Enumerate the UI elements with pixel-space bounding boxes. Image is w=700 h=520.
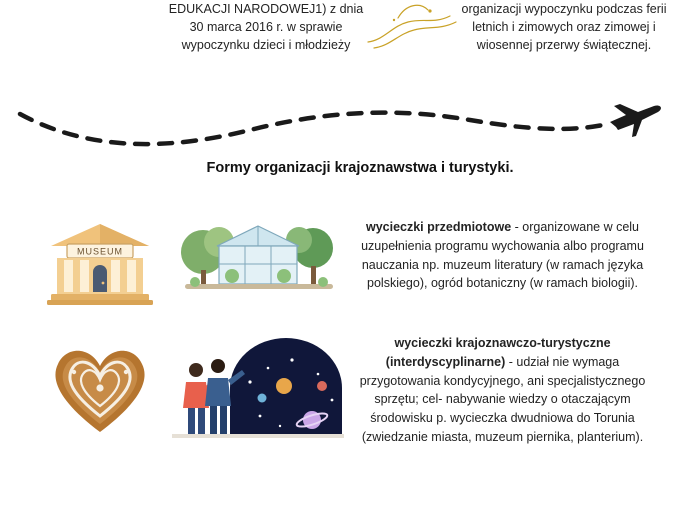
airplane-icon: [610, 104, 661, 137]
top-right-paragraph: organizacji wypoczynku podczas ferii letnich i zimowych oraz zimowej i wiosennej przerwy świątecznej.: [461, 2, 667, 53]
top-left-paragraph: EDUKACJI NARODOWEJ1) z dnia 30 marca 2016 r. w sprawie wypoczynku dzieci i młodzieży: [168, 2, 364, 53]
item-1-text: [345, 214, 682, 293]
item-2-lead: wycieczki krajoznawczo-turystyczne (interdyscyplinarne): [385, 336, 611, 369]
content-row-wycieczki-przedmiotowe: [0, 214, 700, 306]
dashed-flight-path: [20, 113, 608, 144]
gingerbread-heart-illustration: [30, 330, 170, 440]
item-1-lead: wycieczki przedmiotowe: [365, 220, 512, 234]
item-2-text: [345, 330, 682, 447]
swirl-line-decoration: [370, 0, 460, 92]
page-title: Formy organizacji krajoznawstwa i turystyki.: [206, 160, 514, 176]
museum-illustration: [30, 214, 170, 306]
planetarium-illustration: [170, 330, 345, 442]
greenhouse-illustration: [170, 214, 345, 306]
content-row-krajoznawczo-turystyczne: [0, 330, 700, 447]
flight-path-decoration: [0, 92, 700, 154]
item-1-body: - organizowane w celu uzupełnienia programu wychowania albo programu nauczania np. muzeum literatury (w ramach języka polskiego), ogród botaniczny (w ramach biologii).: [361, 220, 644, 291]
item-2-body: - udział nie wymaga przygotowania kondycyjnego, ani specjalistycznego sprzętu; cel- nabywanie wiedzy o otaczającym środowisku p. wycieczka dwudniowa do Torunia (zwiedzanie miasta, muzeum piernika, planterium).: [359, 354, 646, 444]
museum-sign-label: MUSEUM: [77, 246, 123, 257]
top-paragraph-row: [0, 0, 700, 92]
